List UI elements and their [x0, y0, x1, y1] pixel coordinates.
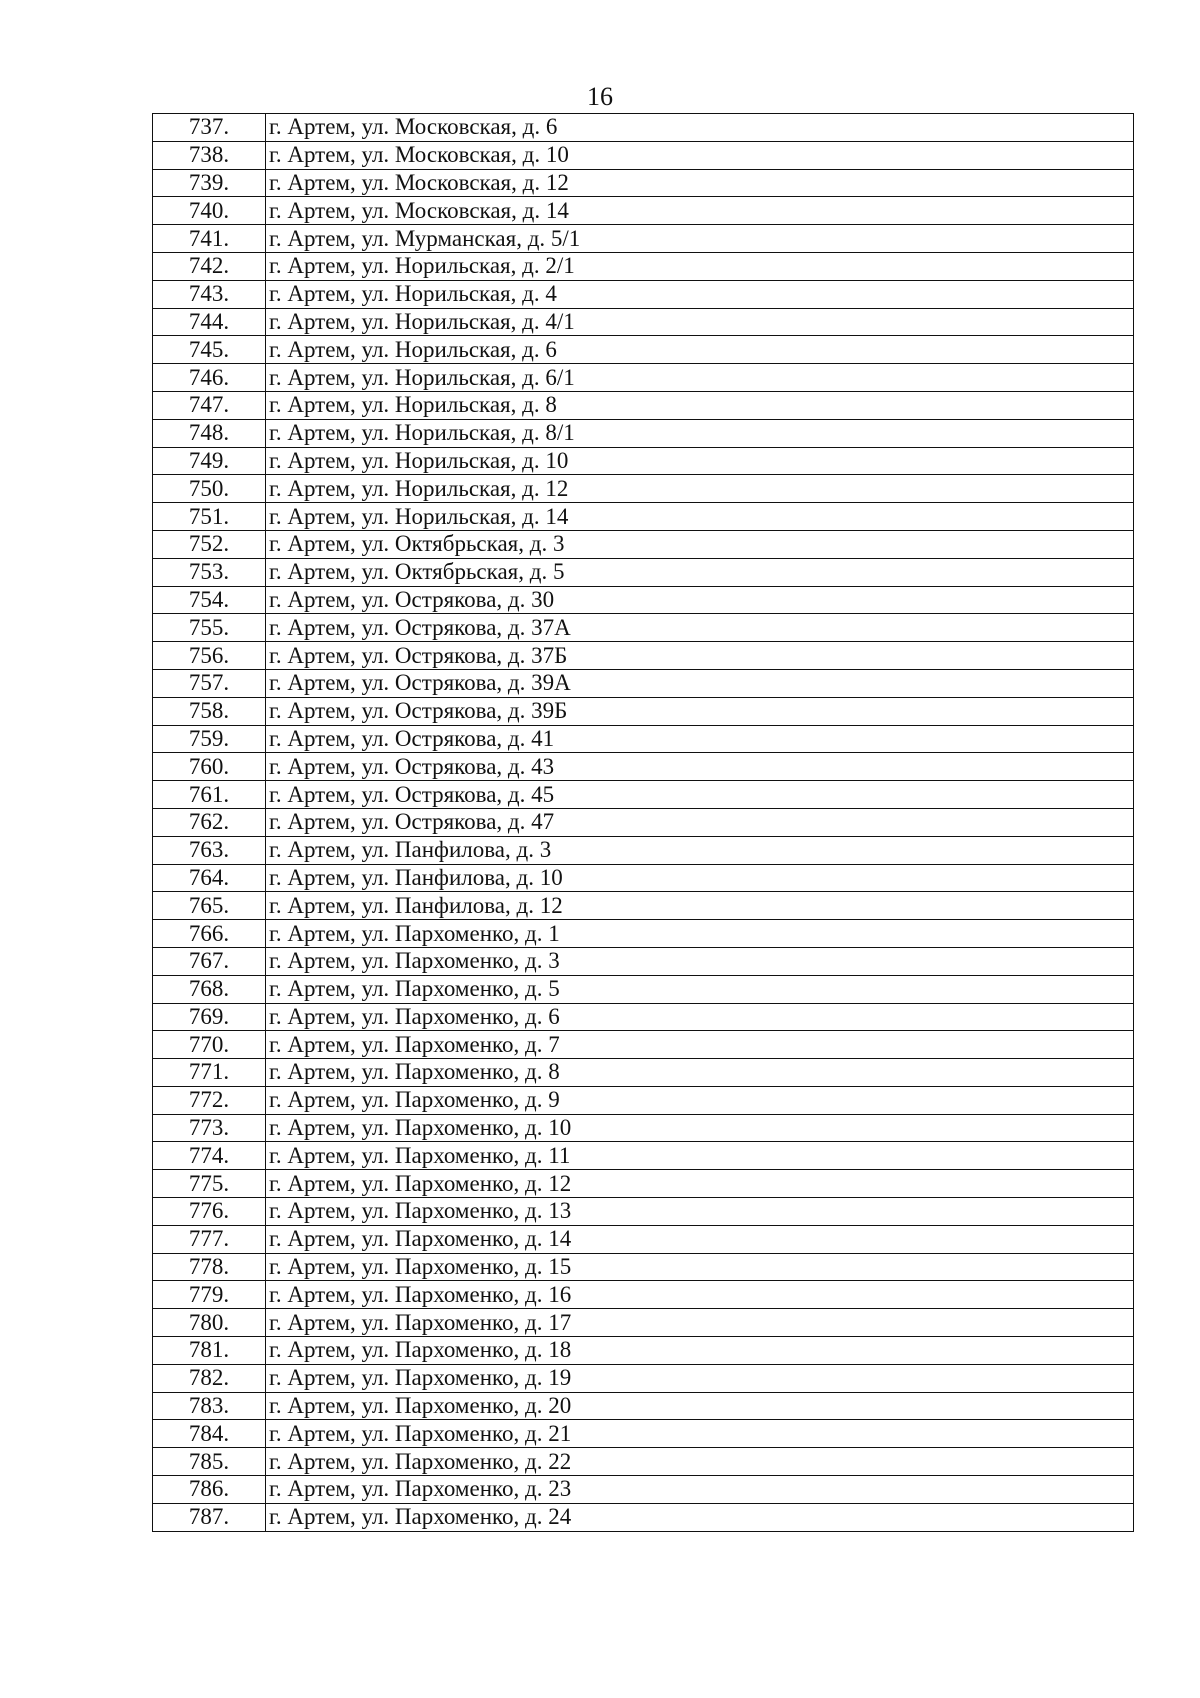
address-cell: г. Артем, ул. Норильская, д. 2/1: [266, 252, 1134, 280]
table-row: [153, 114, 1134, 142]
row-number-cell: 766.: [153, 920, 266, 948]
table-row: [153, 781, 1134, 809]
table-row: [153, 1003, 1134, 1031]
row-number-cell: 762.: [153, 808, 266, 836]
table-row: [153, 1337, 1134, 1365]
address-cell: г. Артем, ул. Пархоменко, д. 24: [266, 1503, 1134, 1531]
row-number-cell: 737.: [153, 114, 266, 142]
address-cell: г. Артем, ул. Московская, д. 6: [266, 114, 1134, 142]
table-row: [153, 1198, 1134, 1226]
address-cell: г. Артем, ул. Норильская, д. 8: [266, 391, 1134, 419]
address-cell: г. Артем, ул. Пархоменко, д. 3: [266, 947, 1134, 975]
table-row: [153, 586, 1134, 614]
row-number-cell: 764.: [153, 864, 266, 892]
row-number-cell: 750.: [153, 475, 266, 503]
table-row: [153, 197, 1134, 225]
row-number-cell: 740.: [153, 197, 266, 225]
address-cell: г. Артем, ул. Пархоменко, д. 18: [266, 1337, 1134, 1365]
table-row: [153, 1253, 1134, 1281]
address-cell: г. Артем, ул. Пархоменко, д. 7: [266, 1031, 1134, 1059]
row-number-cell: 783.: [153, 1392, 266, 1420]
table-row: [153, 1420, 1134, 1448]
table-row: [153, 836, 1134, 864]
address-cell: г. Артем, ул. Норильская, д. 6: [266, 336, 1134, 364]
address-cell: г. Артем, ул. Пархоменко, д. 10: [266, 1114, 1134, 1142]
table-row: [153, 753, 1134, 781]
address-cell: г. Артем, ул. Пархоменко, д. 1: [266, 920, 1134, 948]
row-number-cell: 756.: [153, 642, 266, 670]
address-cell: г. Артем, ул. Пархоменко, д. 11: [266, 1142, 1134, 1170]
table-row: [153, 225, 1134, 253]
table-row: [153, 1142, 1134, 1170]
address-cell: г. Артем, ул. Норильская, д. 12: [266, 475, 1134, 503]
address-table: [152, 113, 1134, 1532]
address-cell: г. Артем, ул. Норильская, д. 4: [266, 280, 1134, 308]
row-number-cell: 760.: [153, 753, 266, 781]
address-cell: г. Артем, ул. Октябрьская, д. 3: [266, 530, 1134, 558]
address-cell: г. Артем, ул. Норильская, д. 4/1: [266, 308, 1134, 336]
address-cell: г. Артем, ул. Норильская, д. 8/1: [266, 419, 1134, 447]
row-number-cell: 752.: [153, 530, 266, 558]
address-cell: г. Артем, ул. Московская, д. 14: [266, 197, 1134, 225]
table-row: [153, 892, 1134, 920]
table-row: [153, 920, 1134, 948]
table-row: [153, 1392, 1134, 1420]
row-number-cell: 763.: [153, 836, 266, 864]
table-row: [153, 558, 1134, 586]
row-number-cell: 753.: [153, 558, 266, 586]
address-cell: г. Артем, ул. Пархоменко, д. 6: [266, 1003, 1134, 1031]
row-number-cell: 749.: [153, 447, 266, 475]
table-row: [153, 280, 1134, 308]
address-table-body: [153, 114, 1134, 1532]
address-cell: г. Артем, ул. Панфилова, д. 10: [266, 864, 1134, 892]
row-number-cell: 742.: [153, 252, 266, 280]
row-number-cell: 770.: [153, 1031, 266, 1059]
row-number-cell: 777.: [153, 1225, 266, 1253]
row-number-cell: 784.: [153, 1420, 266, 1448]
row-number-cell: 772.: [153, 1086, 266, 1114]
row-number-cell: 775.: [153, 1170, 266, 1198]
row-number-cell: 746.: [153, 364, 266, 392]
table-row: [153, 1059, 1134, 1087]
table-row: [153, 808, 1134, 836]
table-row: [153, 391, 1134, 419]
table-row: [153, 1170, 1134, 1198]
address-cell: г. Артем, ул. Пархоменко, д. 19: [266, 1364, 1134, 1392]
row-number-cell: 786.: [153, 1476, 266, 1504]
row-number-cell: 776.: [153, 1198, 266, 1226]
address-cell: г. Артем, ул. Острякова, д. 39Б: [266, 697, 1134, 725]
address-cell: г. Артем, ул. Острякова, д. 39А: [266, 669, 1134, 697]
address-cell: г. Артем, ул. Пархоменко, д. 16: [266, 1281, 1134, 1309]
address-cell: г. Артем, ул. Пархоменко, д. 9: [266, 1086, 1134, 1114]
address-cell: г. Артем, ул. Пархоменко, д. 23: [266, 1476, 1134, 1504]
row-number-cell: 765.: [153, 892, 266, 920]
address-cell: г. Артем, ул. Пархоменко, д. 5: [266, 975, 1134, 1003]
table-row: [153, 642, 1134, 670]
table-row: [153, 503, 1134, 531]
address-cell: г. Артем, ул. Пархоменко, д. 8: [266, 1059, 1134, 1087]
table-row: [153, 1225, 1134, 1253]
address-cell: г. Артем, ул. Мурманская, д. 5/1: [266, 225, 1134, 253]
address-cell: г. Артем, ул. Московская, д. 12: [266, 169, 1134, 197]
address-cell: г. Артем, ул. Пархоменко, д. 12: [266, 1170, 1134, 1198]
row-number-cell: 748.: [153, 419, 266, 447]
table-row: [153, 1448, 1134, 1476]
row-number-cell: 778.: [153, 1253, 266, 1281]
row-number-cell: 755.: [153, 614, 266, 642]
address-cell: г. Артем, ул. Пархоменко, д. 20: [266, 1392, 1134, 1420]
row-number-cell: 759.: [153, 725, 266, 753]
row-number-cell: 773.: [153, 1114, 266, 1142]
table-row: [153, 1503, 1134, 1531]
address-cell: г. Артем, ул. Норильская, д. 6/1: [266, 364, 1134, 392]
table-row: [153, 975, 1134, 1003]
table-row: [153, 669, 1134, 697]
table-row: [153, 725, 1134, 753]
table-row: [153, 1364, 1134, 1392]
table-row: [153, 947, 1134, 975]
row-number-cell: 780.: [153, 1309, 266, 1337]
address-cell: г. Артем, ул. Пархоменко, д. 21: [266, 1420, 1134, 1448]
row-number-cell: 781.: [153, 1337, 266, 1365]
address-cell: г. Артем, ул. Острякова, д. 41: [266, 725, 1134, 753]
row-number-cell: 741.: [153, 225, 266, 253]
address-cell: г. Артем, ул. Октябрьская, д. 5: [266, 558, 1134, 586]
row-number-cell: 785.: [153, 1448, 266, 1476]
address-cell: г. Артем, ул. Пархоменко, д. 14: [266, 1225, 1134, 1253]
row-number-cell: 774.: [153, 1142, 266, 1170]
table-row: [153, 1114, 1134, 1142]
address-cell: г. Артем, ул. Панфилова, д. 3: [266, 836, 1134, 864]
address-cell: г. Артем, ул. Норильская, д. 14: [266, 503, 1134, 531]
row-number-cell: 768.: [153, 975, 266, 1003]
table-row: [153, 1086, 1134, 1114]
row-number-cell: 747.: [153, 391, 266, 419]
row-number-cell: 751.: [153, 503, 266, 531]
row-number-cell: 744.: [153, 308, 266, 336]
address-cell: г. Артем, ул. Острякова, д. 45: [266, 781, 1134, 809]
table-row: [153, 530, 1134, 558]
table-row: [153, 364, 1134, 392]
row-number-cell: 771.: [153, 1059, 266, 1087]
table-row: [153, 864, 1134, 892]
address-cell: г. Артем, ул. Пархоменко, д. 13: [266, 1198, 1134, 1226]
address-cell: г. Артем, ул. Острякова, д. 37Б: [266, 642, 1134, 670]
address-cell: г. Артем, ул. Острякова, д. 43: [266, 753, 1134, 781]
row-number-cell: 782.: [153, 1364, 266, 1392]
row-number-cell: 739.: [153, 169, 266, 197]
row-number-cell: 743.: [153, 280, 266, 308]
table-row: [153, 1309, 1134, 1337]
table-row: [153, 447, 1134, 475]
address-cell: г. Артем, ул. Пархоменко, д. 22: [266, 1448, 1134, 1476]
table-row: [153, 308, 1134, 336]
address-cell: г. Артем, ул. Пархоменко, д. 15: [266, 1253, 1134, 1281]
table-row: [153, 252, 1134, 280]
row-number-cell: 779.: [153, 1281, 266, 1309]
row-number-cell: 754.: [153, 586, 266, 614]
address-cell: г. Артем, ул. Острякова, д. 30: [266, 586, 1134, 614]
table-row: [153, 336, 1134, 364]
address-cell: г. Артем, ул. Панфилова, д. 12: [266, 892, 1134, 920]
address-cell: г. Артем, ул. Московская, д. 10: [266, 141, 1134, 169]
row-number-cell: 758.: [153, 697, 266, 725]
table-row: [153, 697, 1134, 725]
row-number-cell: 761.: [153, 781, 266, 809]
row-number-cell: 745.: [153, 336, 266, 364]
row-number-cell: 738.: [153, 141, 266, 169]
table-row: [153, 141, 1134, 169]
table-row: [153, 475, 1134, 503]
row-number-cell: 787.: [153, 1503, 266, 1531]
table-row: [153, 419, 1134, 447]
table-row: [153, 614, 1134, 642]
table-row: [153, 169, 1134, 197]
table-row: [153, 1031, 1134, 1059]
table-row: [153, 1476, 1134, 1504]
row-number-cell: 767.: [153, 947, 266, 975]
row-number-cell: 757.: [153, 669, 266, 697]
address-cell: г. Артем, ул. Норильская, д. 10: [266, 447, 1134, 475]
address-cell: г. Артем, ул. Острякова, д. 37А: [266, 614, 1134, 642]
table-row: [153, 1281, 1134, 1309]
row-number-cell: 769.: [153, 1003, 266, 1031]
page-number: 16: [587, 82, 613, 111]
address-cell: г. Артем, ул. Острякова, д. 47: [266, 808, 1134, 836]
address-cell: г. Артем, ул. Пархоменко, д. 17: [266, 1309, 1134, 1337]
